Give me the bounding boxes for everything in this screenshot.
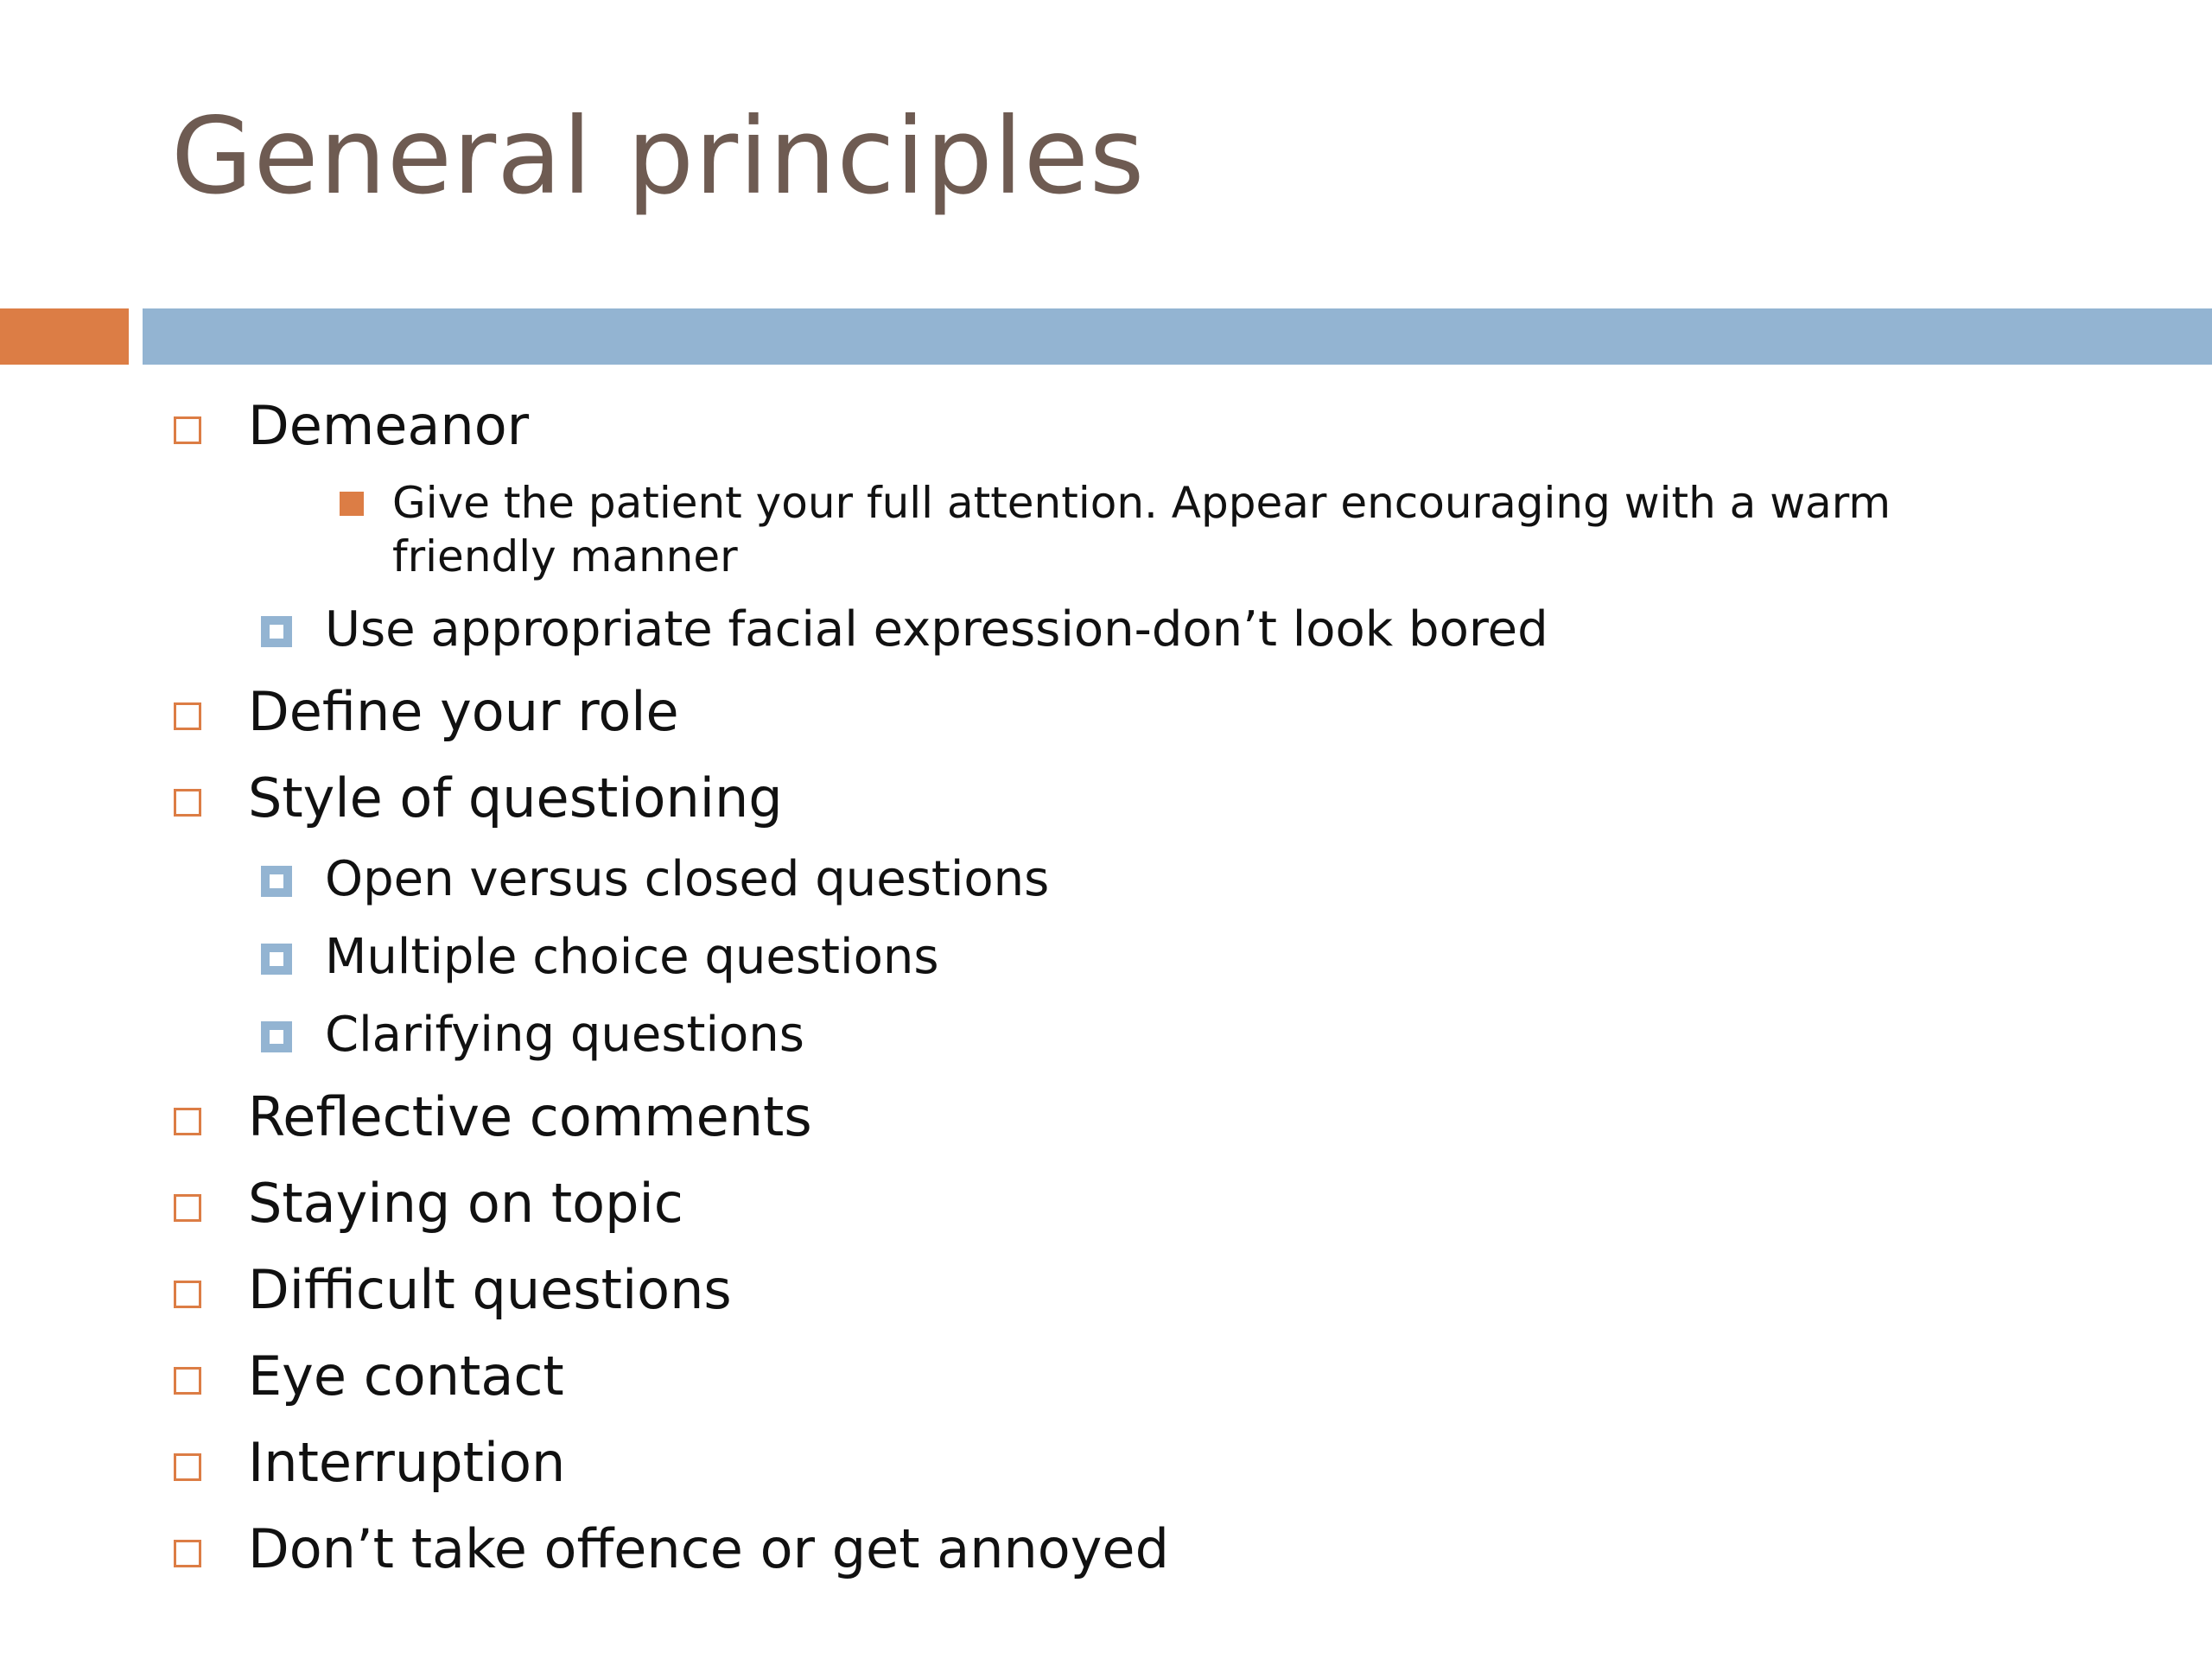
hollow-square-bullet-icon xyxy=(174,1453,201,1481)
bullet-text: Define your role xyxy=(248,680,679,743)
blue-square-bullet-icon xyxy=(261,1021,292,1052)
hollow-square-bullet-icon xyxy=(174,1367,201,1395)
hollow-square-bullet-icon xyxy=(174,789,201,817)
blue-square-bullet-icon xyxy=(261,944,292,975)
bullet-text: Demeanor xyxy=(248,394,530,457)
title-accent-blue-bar xyxy=(143,308,2212,365)
blue-square-bullet-icon xyxy=(261,616,292,647)
bullet-text: Clarifying questions xyxy=(325,1007,804,1063)
bullet-text: Use appropriate facial expression-don’t look bored xyxy=(325,601,1548,658)
bullet-text: Style of questioning xyxy=(248,766,783,830)
hollow-square-bullet-icon xyxy=(174,1194,201,1222)
bullet-text: Staying on topic xyxy=(248,1172,683,1235)
hollow-square-bullet-icon xyxy=(174,416,201,444)
title-accent-orange-bar xyxy=(0,308,129,365)
solid-square-bullet-icon xyxy=(340,492,364,516)
blue-square-bullet-icon xyxy=(261,866,292,897)
bullet-text: Open versus closed questions xyxy=(325,851,1050,907)
hollow-square-bullet-icon xyxy=(174,1108,201,1135)
bullet-text: Reflective comments xyxy=(248,1085,812,1148)
hollow-square-bullet-icon xyxy=(174,1281,201,1308)
slide-title: General principles xyxy=(171,95,1146,218)
bullet-text: Eye contact xyxy=(248,1344,564,1408)
hollow-square-bullet-icon xyxy=(174,702,201,730)
bullet-text: Difficult questions xyxy=(248,1258,732,1321)
bullet-text: Don’t take offence or get annoyed xyxy=(248,1517,1169,1580)
hollow-square-bullet-icon xyxy=(174,1540,201,1567)
bullet-text: Give the patient your full attention. Appear encouraging with a warm friendly manner xyxy=(392,478,1891,582)
bullet-text: Interruption xyxy=(248,1431,566,1494)
bullet-text: Multiple choice questions xyxy=(325,929,939,985)
